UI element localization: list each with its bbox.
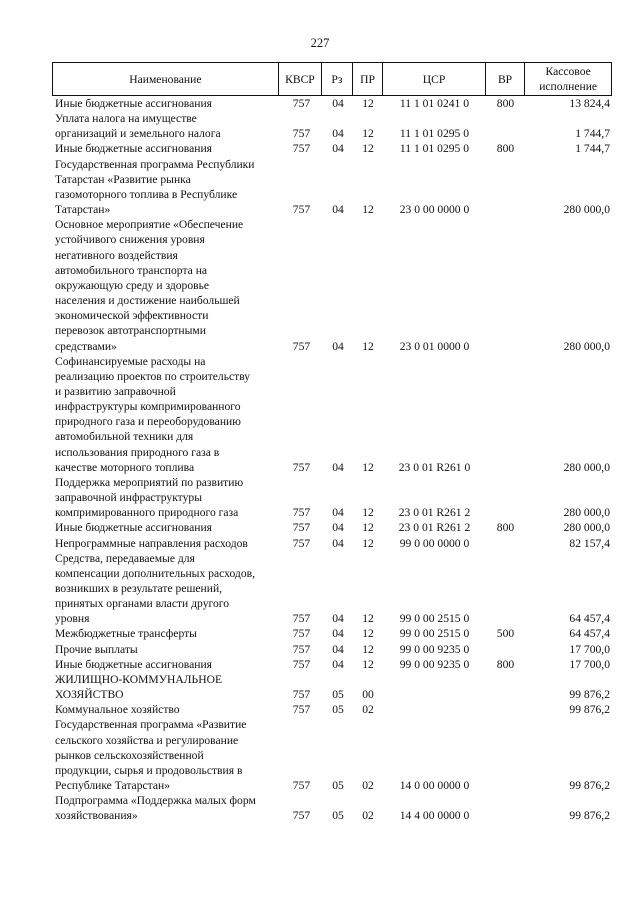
row-rz: 04 (332, 627, 344, 641)
row-pr: 02 (362, 809, 374, 823)
table-row (52, 536, 612, 551)
row-kvsr: 757 (292, 142, 311, 156)
row-csr: 99 0 00 0000 0 (399, 536, 470, 550)
table-row (52, 96, 612, 111)
table-row (52, 702, 612, 717)
row-rz: 04 (332, 536, 344, 550)
table-header (52, 62, 612, 96)
row-pr: 12 (362, 642, 374, 656)
row-csr: 23 0 01 R261 2 (398, 521, 471, 535)
row-pr: 12 (362, 142, 374, 156)
table-row (52, 626, 612, 641)
header-rz: Рз (322, 63, 353, 95)
row-kvsr: 757 (292, 460, 311, 474)
header-pr: ПР (353, 63, 384, 95)
header-name: Наименование (53, 63, 279, 95)
table-row (52, 520, 612, 535)
table-row (52, 354, 612, 475)
row-rz: 04 (332, 142, 344, 156)
row-vr: 500 (496, 627, 515, 641)
row-rz: 04 (332, 203, 344, 217)
row-csr: 23 0 01 0000 0 (399, 339, 470, 353)
row-kvsr: 757 (292, 809, 311, 823)
row-pr: 02 (362, 779, 374, 793)
row-name: Иные бюджетные ассигнования (55, 142, 212, 156)
table-row (52, 551, 612, 627)
row-kvsr: 757 (292, 127, 311, 141)
row-cash-execution: 280 000,0 (563, 460, 610, 474)
row-csr: 11 1 01 0295 0 (399, 142, 470, 156)
row-pr: 12 (362, 627, 374, 641)
row-pr: 12 (362, 460, 374, 474)
row-pr: 12 (362, 536, 374, 550)
row-name: Прочие выплаты (55, 642, 138, 656)
row-rz: 04 (332, 506, 344, 520)
row-pr: 12 (362, 97, 374, 110)
row-kvsr: 757 (292, 779, 311, 793)
row-kvsr: 757 (292, 627, 311, 641)
row-rz: 04 (332, 657, 344, 671)
budget-table (52, 62, 612, 824)
row-cash-execution: 17 700,0 (569, 657, 610, 671)
row-name: Поддержка мероприятий по развитию заправочной инфраструктуры компримированного природного газа (55, 475, 244, 520)
row-pr: 12 (362, 521, 374, 535)
row-csr: 99 0 00 2515 0 (399, 627, 470, 641)
row-cash-execution: 13 824,4 (569, 97, 610, 110)
header-sum-line1: Кассовое (545, 65, 591, 78)
row-pr: 12 (362, 506, 374, 520)
row-name: Государственная программа Республики Татарстан «Развитие рынка газомоторного топлива в Республике Татарстан» (55, 157, 255, 217)
row-name: Непрограммные направления расходов (55, 536, 248, 550)
header-sum-line2: исполнение (539, 80, 598, 93)
row-rz: 04 (332, 642, 344, 656)
table-row (52, 475, 612, 520)
row-name: Софинансируемые расходы на реализацию проектов по строительству и развитию заправочной инфраструктуры компримированного природного газа и переоборудованию автомобильной техники для использования природного газа в качестве моторного топлива (55, 354, 251, 474)
table-body (52, 96, 612, 824)
row-csr: 14 0 00 0000 0 (399, 779, 470, 793)
table-row (52, 217, 612, 353)
row-pr: 12 (362, 339, 374, 353)
row-cash-execution: 280 000,0 (563, 521, 610, 535)
row-cash-execution: 280 000,0 (563, 506, 610, 520)
table-row (52, 157, 612, 218)
table-row (52, 793, 612, 823)
row-pr: 12 (362, 612, 374, 626)
row-cash-execution: 280 000,0 (563, 203, 610, 217)
row-kvsr: 757 (292, 203, 311, 217)
row-name: Средства, передаваемые для компенсации дополнительных расходов, возникших в результате решений, принятых органами власти другого уровня (55, 551, 255, 626)
row-kvsr: 757 (292, 506, 311, 520)
row-csr: 99 0 00 2515 0 (399, 612, 470, 626)
row-kvsr: 757 (292, 612, 311, 626)
table-row (52, 141, 612, 156)
table-row (52, 672, 612, 702)
row-cash-execution: 64 457,4 (569, 612, 610, 626)
row-cash-execution: 99 876,2 (569, 688, 610, 702)
row-kvsr: 757 (292, 536, 311, 550)
row-name: Коммунальное хозяйство (55, 703, 180, 717)
row-name: Подпрограмма «Поддержка малых форм хозяйствования» (55, 794, 256, 823)
header-kvsr: КВСР (279, 63, 322, 95)
row-cash-execution: 99 876,2 (569, 809, 610, 823)
row-csr: 99 0 00 9235 0 (399, 657, 470, 671)
row-rz: 04 (332, 612, 344, 626)
row-rz: 04 (332, 460, 344, 474)
row-vr: 800 (496, 97, 515, 110)
row-rz: 04 (332, 127, 344, 141)
header-cash-execution (525, 63, 612, 95)
row-pr: 12 (362, 127, 374, 141)
row-rz: 04 (332, 97, 344, 110)
row-pr: 12 (362, 657, 374, 671)
header-vr: ВР (486, 63, 525, 95)
row-vr: 800 (496, 657, 515, 671)
row-kvsr: 757 (292, 339, 311, 353)
row-csr: 23 0 01 R261 2 (398, 506, 471, 520)
row-cash-execution: 99 876,2 (569, 703, 610, 717)
row-kvsr: 757 (292, 97, 311, 110)
row-vr: 800 (496, 521, 515, 535)
row-name: Уплата налога на имуществе организаций и земельного налога (55, 112, 221, 141)
row-name: Основное мероприятие «Обеспечение устойчивого снижения уровня негативного воздействия автомобильного транспорта на окружающую среду и здоровье населения и достижение наибольшей экономической эффективности перевозок автотранспортными средствами» (55, 218, 244, 353)
table-row (52, 717, 612, 793)
table-row (52, 111, 612, 141)
row-cash-execution: 99 876,2 (569, 779, 610, 793)
table-row (52, 657, 612, 672)
row-kvsr: 757 (292, 657, 311, 671)
row-rz: 05 (332, 779, 344, 793)
row-rz: 05 (332, 703, 344, 717)
row-vr: 800 (496, 142, 515, 156)
row-kvsr: 757 (292, 703, 311, 717)
row-kvsr: 757 (292, 688, 311, 702)
row-csr: 14 4 00 0000 0 (399, 809, 470, 823)
row-rz: 04 (332, 521, 344, 535)
page-number: 227 (310, 36, 330, 50)
row-name: Иные бюджетные ассигнования (55, 97, 212, 110)
row-name: Иные бюджетные ассигнования (55, 521, 212, 535)
row-csr: 23 0 00 0000 0 (399, 203, 470, 217)
row-cash-execution: 1 744,7 (575, 127, 610, 141)
row-cash-execution: 280 000,0 (563, 339, 610, 353)
row-name: Межбюджетные трансферты (55, 627, 197, 641)
row-cash-execution: 1 744,7 (575, 142, 610, 156)
row-pr: 00 (362, 688, 374, 702)
table-row (52, 642, 612, 657)
row-pr: 02 (362, 703, 374, 717)
row-cash-execution: 64 457,4 (569, 627, 610, 641)
row-name: Государственная программа «Развитие сельского хозяйства и регулирование рынков сельскохозяйственной продукции, сырья и продовольствия в Республике Татарстан» (55, 718, 247, 793)
row-pr: 12 (362, 203, 374, 217)
row-name: ЖИЛИЩНО-КОММУНАЛЬНОЕ ХОЗЯЙСТВО (55, 672, 223, 702)
row-cash-execution: 17 700,0 (569, 642, 610, 656)
row-cash-execution: 82 157,4 (569, 536, 610, 550)
row-csr: 11 1 01 0295 0 (399, 127, 470, 141)
row-name: Иные бюджетные ассигнования (55, 657, 212, 671)
row-rz: 05 (332, 809, 344, 823)
row-csr: 23 0 01 R261 0 (398, 460, 471, 474)
row-rz: 05 (332, 688, 344, 702)
row-kvsr: 757 (292, 642, 311, 656)
header-csr: ЦСР (383, 63, 486, 95)
row-csr: 11 1 01 0241 0 (399, 97, 470, 110)
row-csr: 99 0 00 9235 0 (399, 642, 470, 656)
row-kvsr: 757 (292, 521, 311, 535)
row-rz: 04 (332, 339, 344, 353)
